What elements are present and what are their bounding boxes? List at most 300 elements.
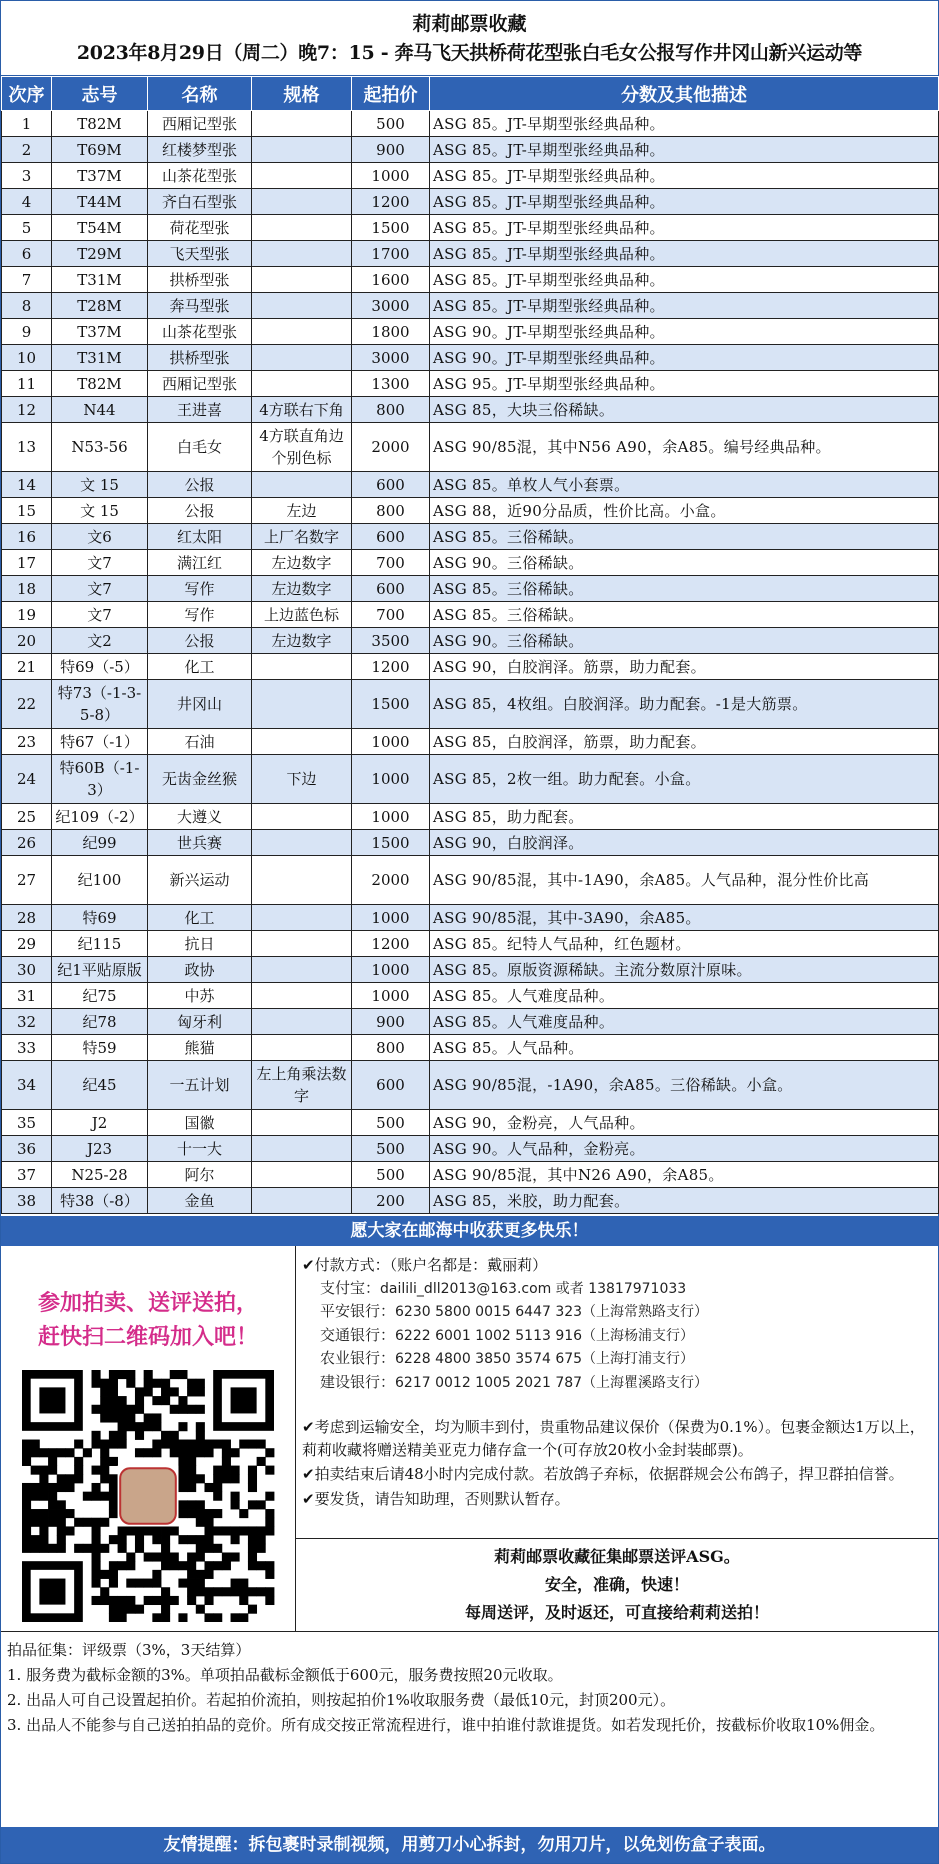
lot-desc: ASG 85。三俗稀缺。 <box>430 576 939 602</box>
lot-name: 新兴运动 <box>148 856 252 905</box>
lot-spec <box>252 729 352 755</box>
table-row <box>2 371 939 397</box>
lot-spec: 左边数字 <box>252 550 352 576</box>
lots-table <box>1 76 939 1214</box>
lot-desc: ASG 85。人气品种。 <box>430 1035 939 1061</box>
table-row <box>2 1035 939 1061</box>
table-row <box>2 1162 939 1188</box>
alipay-account: dailili_dll2013@163.com 或者 13817971033 <box>380 1280 687 1297</box>
table-row <box>2 755 939 804</box>
lot-price: 800 <box>352 397 430 423</box>
lot-code: 特60B（-1-3） <box>52 755 148 804</box>
lot-no: 27 <box>2 856 52 905</box>
lot-price: 200 <box>352 1188 430 1214</box>
lot-desc: ASG 90。三俗稀缺。 <box>430 550 939 576</box>
lot-desc: ASG 90，白胶润泽。筋票，助力配套。 <box>430 654 939 680</box>
lot-desc: ASG 95。JT-早期型张经典品种。 <box>430 371 939 397</box>
lot-code: 文7 <box>52 550 148 576</box>
lot-price: 600 <box>352 1061 430 1110</box>
lot-no: 34 <box>2 1061 52 1110</box>
lot-desc: ASG 85，米胶，助力配套。 <box>430 1188 939 1214</box>
lot-code: 特67（-1） <box>52 729 148 755</box>
lot-name: 奔马型张 <box>148 293 252 319</box>
lot-price: 500 <box>352 1110 430 1136</box>
lot-spec: 4方联右下角 <box>252 397 352 423</box>
promo-text <box>1 1246 295 1354</box>
lot-desc: ASG 90/85混，-1A90，余A85。三俗稀缺。小盒。 <box>430 1061 939 1110</box>
lot-name: 公报 <box>148 472 252 498</box>
lot-no: 36 <box>2 1136 52 1162</box>
lot-spec <box>252 830 352 856</box>
lot-name: 金鱼 <box>148 1188 252 1214</box>
table-row <box>2 111 939 137</box>
promo-line-2: 赶快扫二维码加入吧！ <box>37 1324 258 1350</box>
lot-code: 特38（-8） <box>52 1188 148 1214</box>
table-row <box>2 804 939 830</box>
lot-price: 800 <box>352 1035 430 1061</box>
table-row <box>2 1110 939 1136</box>
lot-code: 纪99 <box>52 830 148 856</box>
asg-line-2: 安全，准确，快速！ <box>544 1575 689 1594</box>
lot-spec <box>252 856 352 905</box>
lot-desc: ASG 85。三俗稀缺。 <box>430 602 939 628</box>
lot-price: 1000 <box>352 957 430 983</box>
lot-spec: 上边蓝色标 <box>252 602 352 628</box>
asg-line-3: 每周送评，及时返还，可直接给莉莉送拍！ <box>464 1603 769 1622</box>
lot-name: 石油 <box>148 729 252 755</box>
bank-label: 交通银行： <box>320 1325 396 1344</box>
lot-code: 文7 <box>52 602 148 628</box>
lot-desc: ASG 90。人气品种，金粉亮。 <box>430 1136 939 1162</box>
lot-name: 国徽 <box>148 1110 252 1136</box>
lot-desc: ASG 90/85混，其中N56 A90，余A85。编号经典品种。 <box>430 423 939 472</box>
lot-no: 11 <box>2 371 52 397</box>
table-row <box>2 576 939 602</box>
lot-spec <box>252 1162 352 1188</box>
table-row <box>2 1061 939 1110</box>
qr-panel <box>1 1246 296 1631</box>
lot-no: 25 <box>2 804 52 830</box>
lot-price: 2000 <box>352 856 430 905</box>
lot-spec: 左边数字 <box>252 628 352 654</box>
lot-price: 3000 <box>352 345 430 371</box>
table-row <box>2 830 939 856</box>
lot-spec <box>252 472 352 498</box>
lot-name: 王进喜 <box>148 397 252 423</box>
lot-code: T31M <box>52 345 148 371</box>
table-row <box>2 137 939 163</box>
lot-price: 3000 <box>352 293 430 319</box>
lot-desc: ASG 85。单枚人气小套票。 <box>430 472 939 498</box>
table-row <box>2 524 939 550</box>
lot-no: 2 <box>2 137 52 163</box>
lot-price: 1000 <box>352 905 430 931</box>
lot-desc: ASG 90/85混，其中N26 A90，余A85。 <box>430 1162 939 1188</box>
payment-panel <box>296 1246 938 1631</box>
lot-code: N25-28 <box>52 1162 148 1188</box>
lot-no: 22 <box>2 680 52 729</box>
lot-price: 900 <box>352 137 430 163</box>
lot-desc: ASG 85。JT-早期型张经典品种。 <box>430 111 939 137</box>
lot-code: 特69 <box>52 905 148 931</box>
asg-service <box>296 1538 938 1631</box>
lot-desc: ASG 90，白胶润泽。 <box>430 830 939 856</box>
table-row <box>2 983 939 1009</box>
lot-name: 十一大 <box>148 1136 252 1162</box>
lot-price: 700 <box>352 602 430 628</box>
bank-label: 平安银行： <box>320 1302 396 1320</box>
lot-no: 32 <box>2 1009 52 1035</box>
lot-desc: ASG 88，近90分品质，性价比高。小盒。 <box>430 498 939 524</box>
lot-no: 37 <box>2 1162 52 1188</box>
lot-name: 齐白石型张 <box>148 189 252 215</box>
lot-code: T37M <box>52 319 148 345</box>
lot-spec <box>252 215 352 241</box>
consignment-rules <box>1 1632 938 1818</box>
lot-desc: ASG 85。JT-早期型张经典品种。 <box>430 163 939 189</box>
table-row <box>2 1188 939 1214</box>
lot-no: 29 <box>2 931 52 957</box>
lot-spec: 上厂名数字 <box>252 524 352 550</box>
lot-desc: ASG 85。JT-早期型张经典品种。 <box>430 241 939 267</box>
lot-price: 1200 <box>352 654 430 680</box>
lot-no: 35 <box>2 1110 52 1136</box>
lot-no: 24 <box>2 755 52 804</box>
table-row <box>2 397 939 423</box>
lot-price: 900 <box>352 1009 430 1035</box>
lot-spec <box>252 267 352 293</box>
lot-name: 红楼梦型张 <box>148 137 252 163</box>
rule-item: 3. 出品人不能参与自己送拍拍品的竞价。所有成交按正常流程进行，谁中拍谁付款谁提货。如若发现托价，按截标价收取10%佣金。 <box>7 1716 885 1734</box>
table-row <box>2 267 939 293</box>
lot-no: 18 <box>2 576 52 602</box>
lot-name: 公报 <box>148 628 252 654</box>
lot-code: T37M <box>52 163 148 189</box>
lot-spec <box>252 1110 352 1136</box>
lot-name: 匈牙利 <box>148 1009 252 1035</box>
lot-name: 阿尔 <box>148 1162 252 1188</box>
delivery-note: ✔要发货，请告知助理，否则默认暂存。 <box>302 1489 570 1508</box>
lot-name: 荷花型张 <box>148 215 252 241</box>
lot-name: 西厢记型张 <box>148 371 252 397</box>
lot-price: 1000 <box>352 755 430 804</box>
bank-row <box>302 1371 932 1395</box>
lot-code: 纪45 <box>52 1061 148 1110</box>
bank-row <box>302 1300 932 1324</box>
lot-name: 公报 <box>148 498 252 524</box>
table-row <box>2 905 939 931</box>
lot-name: 白毛女 <box>148 423 252 472</box>
lot-name: 山茶花型张 <box>148 319 252 345</box>
payment-info <box>296 1246 938 1538</box>
lot-no: 19 <box>2 602 52 628</box>
lot-no: 3 <box>2 163 52 189</box>
lot-price: 1200 <box>352 931 430 957</box>
lot-code: T82M <box>52 111 148 137</box>
table-row <box>2 215 939 241</box>
lot-no: 20 <box>2 628 52 654</box>
lot-code: 特59 <box>52 1035 148 1061</box>
lot-code: J2 <box>52 1110 148 1136</box>
lot-no: 8 <box>2 293 52 319</box>
auction-subtitle: 2023年8月29日（周二）晚7：15 - 奔马飞天拱桥荷花型张白毛女公报写作井冈山新兴运动等 <box>76 42 863 64</box>
lot-code: T28M <box>52 293 148 319</box>
bank-row <box>302 1324 932 1348</box>
col-desc: 分数及其他描述 <box>430 77 939 111</box>
payment-deadline-note: ✔拍卖结束后请48小时内完成付款。若放鸽子弃标，依据群规会公布鸽子，捍卫群拍信誉。 <box>302 1465 904 1483</box>
rule-item: 1. 服务费为截标金额的3%。单项拍品截标金额低于600元，服务费按照20元收取。 <box>7 1666 563 1684</box>
lot-desc: ASG 85，4枚组。白胶润泽。助力配套。-1是大筋票。 <box>430 680 939 729</box>
table-row <box>2 472 939 498</box>
lot-no: 7 <box>2 267 52 293</box>
table-row <box>2 602 939 628</box>
lot-price: 1600 <box>352 267 430 293</box>
lot-name: 世兵赛 <box>148 830 252 856</box>
lot-no: 10 <box>2 345 52 371</box>
lot-code: 文 15 <box>52 472 148 498</box>
lot-desc: ASG 90。三俗稀缺。 <box>430 628 939 654</box>
lot-no: 30 <box>2 957 52 983</box>
lot-code: T54M <box>52 215 148 241</box>
lot-no: 4 <box>2 189 52 215</box>
rules-title: 拍品征集：评级票（3%，3天结算） <box>7 1641 251 1659</box>
lot-no: 26 <box>2 830 52 856</box>
lot-spec <box>252 905 352 931</box>
table-row <box>2 319 939 345</box>
lot-price: 1000 <box>352 729 430 755</box>
lot-name: 无齿金丝猴 <box>148 755 252 804</box>
promo-line-1: 参加拍卖、送评送拍， <box>37 1290 258 1316</box>
lot-price: 700 <box>352 550 430 576</box>
lot-spec <box>252 983 352 1009</box>
header <box>1 1 938 76</box>
lot-price: 1000 <box>352 804 430 830</box>
lot-desc: ASG 90。JT-早期型张经典品种。 <box>430 319 939 345</box>
lot-no: 1 <box>2 111 52 137</box>
table-row <box>2 654 939 680</box>
shop-title: 莉莉邮票收藏 <box>412 13 527 35</box>
col-code: 志号 <box>52 77 148 111</box>
lot-code: 特69（-5） <box>52 654 148 680</box>
lot-no: 38 <box>2 1188 52 1214</box>
lot-no: 15 <box>2 498 52 524</box>
lot-price: 600 <box>352 472 430 498</box>
table-header-row <box>2 77 939 111</box>
lot-price: 3500 <box>352 628 430 654</box>
lot-no: 12 <box>2 397 52 423</box>
lot-price: 500 <box>352 1136 430 1162</box>
lot-code: J23 <box>52 1136 148 1162</box>
lot-name: 拱桥型张 <box>148 345 252 371</box>
lot-price: 600 <box>352 576 430 602</box>
lot-name: 红太阳 <box>148 524 252 550</box>
lot-desc: ASG 85，白胶润泽，筋票，助力配套。 <box>430 729 939 755</box>
lot-desc: ASG 85。纪特人气品种，红色题材。 <box>430 931 939 957</box>
lot-code: T44M <box>52 189 148 215</box>
lot-name: 写作 <box>148 576 252 602</box>
lot-no: 31 <box>2 983 52 1009</box>
lot-code: 纪109（-2） <box>52 804 148 830</box>
lot-price: 1500 <box>352 215 430 241</box>
lot-code: T31M <box>52 267 148 293</box>
table-row <box>2 163 939 189</box>
lot-code: 文 15 <box>52 498 148 524</box>
lot-spec <box>252 319 352 345</box>
lot-spec <box>252 345 352 371</box>
lot-spec <box>252 293 352 319</box>
lot-code: N53-56 <box>52 423 148 472</box>
bank-account: 6230 5800 0015 6447 323（上海常熟路支行） <box>395 1304 709 1320</box>
lot-name: 写作 <box>148 602 252 628</box>
lot-name: 政协 <box>148 957 252 983</box>
table-row <box>2 293 939 319</box>
lot-spec <box>252 189 352 215</box>
table-row <box>2 498 939 524</box>
table-row <box>2 729 939 755</box>
lot-desc: ASG 85，大块三俗稀缺。 <box>430 397 939 423</box>
lot-desc: ASG 85。JT-早期型张经典品种。 <box>430 215 939 241</box>
lot-code: 纪100 <box>52 856 148 905</box>
lot-price: 1700 <box>352 241 430 267</box>
lot-desc: ASG 90，金粉亮，人气品种。 <box>430 1110 939 1136</box>
lot-spec <box>252 931 352 957</box>
reminder-banner: 友情提醒：拆包裹时录制视频，用剪刀小心拆封，勿用刀片，以免划伤盒子表面。 <box>1 1827 938 1863</box>
alipay-label: 支付宝： <box>320 1278 381 1297</box>
lot-name: 化工 <box>148 654 252 680</box>
lot-price: 600 <box>352 524 430 550</box>
lot-no: 9 <box>2 319 52 345</box>
table-row <box>2 1009 939 1035</box>
lot-no: 5 <box>2 215 52 241</box>
lot-name: 熊猫 <box>148 1035 252 1061</box>
lot-no: 21 <box>2 654 52 680</box>
lot-no: 14 <box>2 472 52 498</box>
lot-no: 28 <box>2 905 52 931</box>
lot-name: 大遵义 <box>148 804 252 830</box>
lot-code: 特73（-1-3-5-8） <box>52 680 148 729</box>
qr-code-icon[interactable] <box>13 1370 283 1622</box>
col-spec: 规格 <box>252 77 352 111</box>
lot-spec <box>252 111 352 137</box>
col-name: 名称 <box>148 77 252 111</box>
lot-price: 800 <box>352 498 430 524</box>
lot-name: 拱桥型张 <box>148 267 252 293</box>
asg-line-1: 莉莉邮票收藏征集邮票送评ASG。 <box>494 1547 740 1566</box>
lot-name: 飞天型张 <box>148 241 252 267</box>
lot-spec <box>252 1009 352 1035</box>
lot-spec <box>252 241 352 267</box>
lot-spec <box>252 371 352 397</box>
lot-code: 文7 <box>52 576 148 602</box>
lot-spec <box>252 1136 352 1162</box>
bank-account: 6217 0012 1005 2021 787（上海瞿溪路支行） <box>395 1374 709 1391</box>
lot-spec <box>252 957 352 983</box>
lot-spec <box>252 680 352 729</box>
lot-price: 2000 <box>352 423 430 472</box>
lot-code: 纪1平贴原版 <box>52 957 148 983</box>
table-row <box>2 856 939 905</box>
lot-no: 6 <box>2 241 52 267</box>
table-row <box>2 931 939 957</box>
lot-no: 23 <box>2 729 52 755</box>
lot-name: 抗日 <box>148 931 252 957</box>
lot-desc: ASG 90/85混，其中-1A90，余A85。人气品种，混分性价比高 <box>430 856 939 905</box>
lot-desc: ASG 85。人气难度品种。 <box>430 1009 939 1035</box>
lot-name: 井冈山 <box>148 680 252 729</box>
lot-desc: ASG 90/85混，其中-3A90，余A85。 <box>430 905 939 931</box>
lot-desc: ASG 85。原版资源稀缺。主流分数原汁原味。 <box>430 957 939 983</box>
lot-desc: ASG 85。JT-早期型张经典品种。 <box>430 293 939 319</box>
table-row <box>2 189 939 215</box>
table-row <box>2 550 939 576</box>
table-row <box>2 345 939 371</box>
lot-price: 1000 <box>352 983 430 1009</box>
lot-spec: 左边数字 <box>252 576 352 602</box>
lot-code: T29M <box>52 241 148 267</box>
lot-desc: ASG 85，助力配套。 <box>430 804 939 830</box>
lot-price: 1000 <box>352 163 430 189</box>
lot-code: 纪75 <box>52 983 148 1009</box>
table-row <box>2 957 939 983</box>
lot-spec: 左上角乘法数字 <box>252 1061 352 1110</box>
lot-price: 1200 <box>352 189 430 215</box>
lot-spec <box>252 137 352 163</box>
lot-name: 中苏 <box>148 983 252 1009</box>
lot-name: 西厢记型张 <box>148 111 252 137</box>
lot-desc: ASG 85，2枚一组。助力配套。小盒。 <box>430 755 939 804</box>
lot-spec <box>252 654 352 680</box>
table-row <box>2 628 939 654</box>
lot-name: 化工 <box>148 905 252 931</box>
info-section <box>1 1246 938 1632</box>
lot-desc: ASG 85。JT-早期型张经典品种。 <box>430 189 939 215</box>
lot-code: T69M <box>52 137 148 163</box>
lot-desc: ASG 85。人气难度品种。 <box>430 983 939 1009</box>
lot-price: 1800 <box>352 319 430 345</box>
alipay-row <box>302 1277 932 1301</box>
lot-code: T82M <box>52 371 148 397</box>
bank-account: 6228 4800 3850 3574 675（上海打浦支行） <box>395 1351 695 1367</box>
lot-spec <box>252 804 352 830</box>
lot-code: N44 <box>52 397 148 423</box>
bank-row <box>302 1347 932 1371</box>
lot-name: 一五计划 <box>148 1061 252 1110</box>
lot-price: 1500 <box>352 830 430 856</box>
col-no: 次序 <box>2 77 52 111</box>
table-row <box>2 423 939 472</box>
table-row <box>2 241 939 267</box>
payment-title: ✔付款方式：（账户名都是：戴丽莉） <box>302 1256 548 1274</box>
lot-code: 文6 <box>52 524 148 550</box>
bank-label: 建设银行： <box>320 1372 396 1391</box>
lot-spec: 4方联直角边个别色标 <box>252 423 352 472</box>
bank-label: 农业银行： <box>320 1349 396 1367</box>
lot-no: 16 <box>2 524 52 550</box>
lot-spec: 下边 <box>252 755 352 804</box>
table-row <box>2 680 939 729</box>
lot-desc: ASG 85。JT-早期型张经典品种。 <box>430 137 939 163</box>
lot-code: 纪115 <box>52 931 148 957</box>
wish-banner: 愿大家在邮海中收获更多快乐！ <box>1 1214 938 1246</box>
lot-desc: ASG 90。JT-早期型张经典品种。 <box>430 345 939 371</box>
lot-price: 1300 <box>352 371 430 397</box>
lot-price: 500 <box>352 111 430 137</box>
lot-spec <box>252 163 352 189</box>
table-row <box>2 1136 939 1162</box>
lot-no: 33 <box>2 1035 52 1061</box>
lot-price: 1500 <box>352 680 430 729</box>
bank-account: 6222 6001 1002 5113 916（上海杨浦支行） <box>395 1327 695 1344</box>
